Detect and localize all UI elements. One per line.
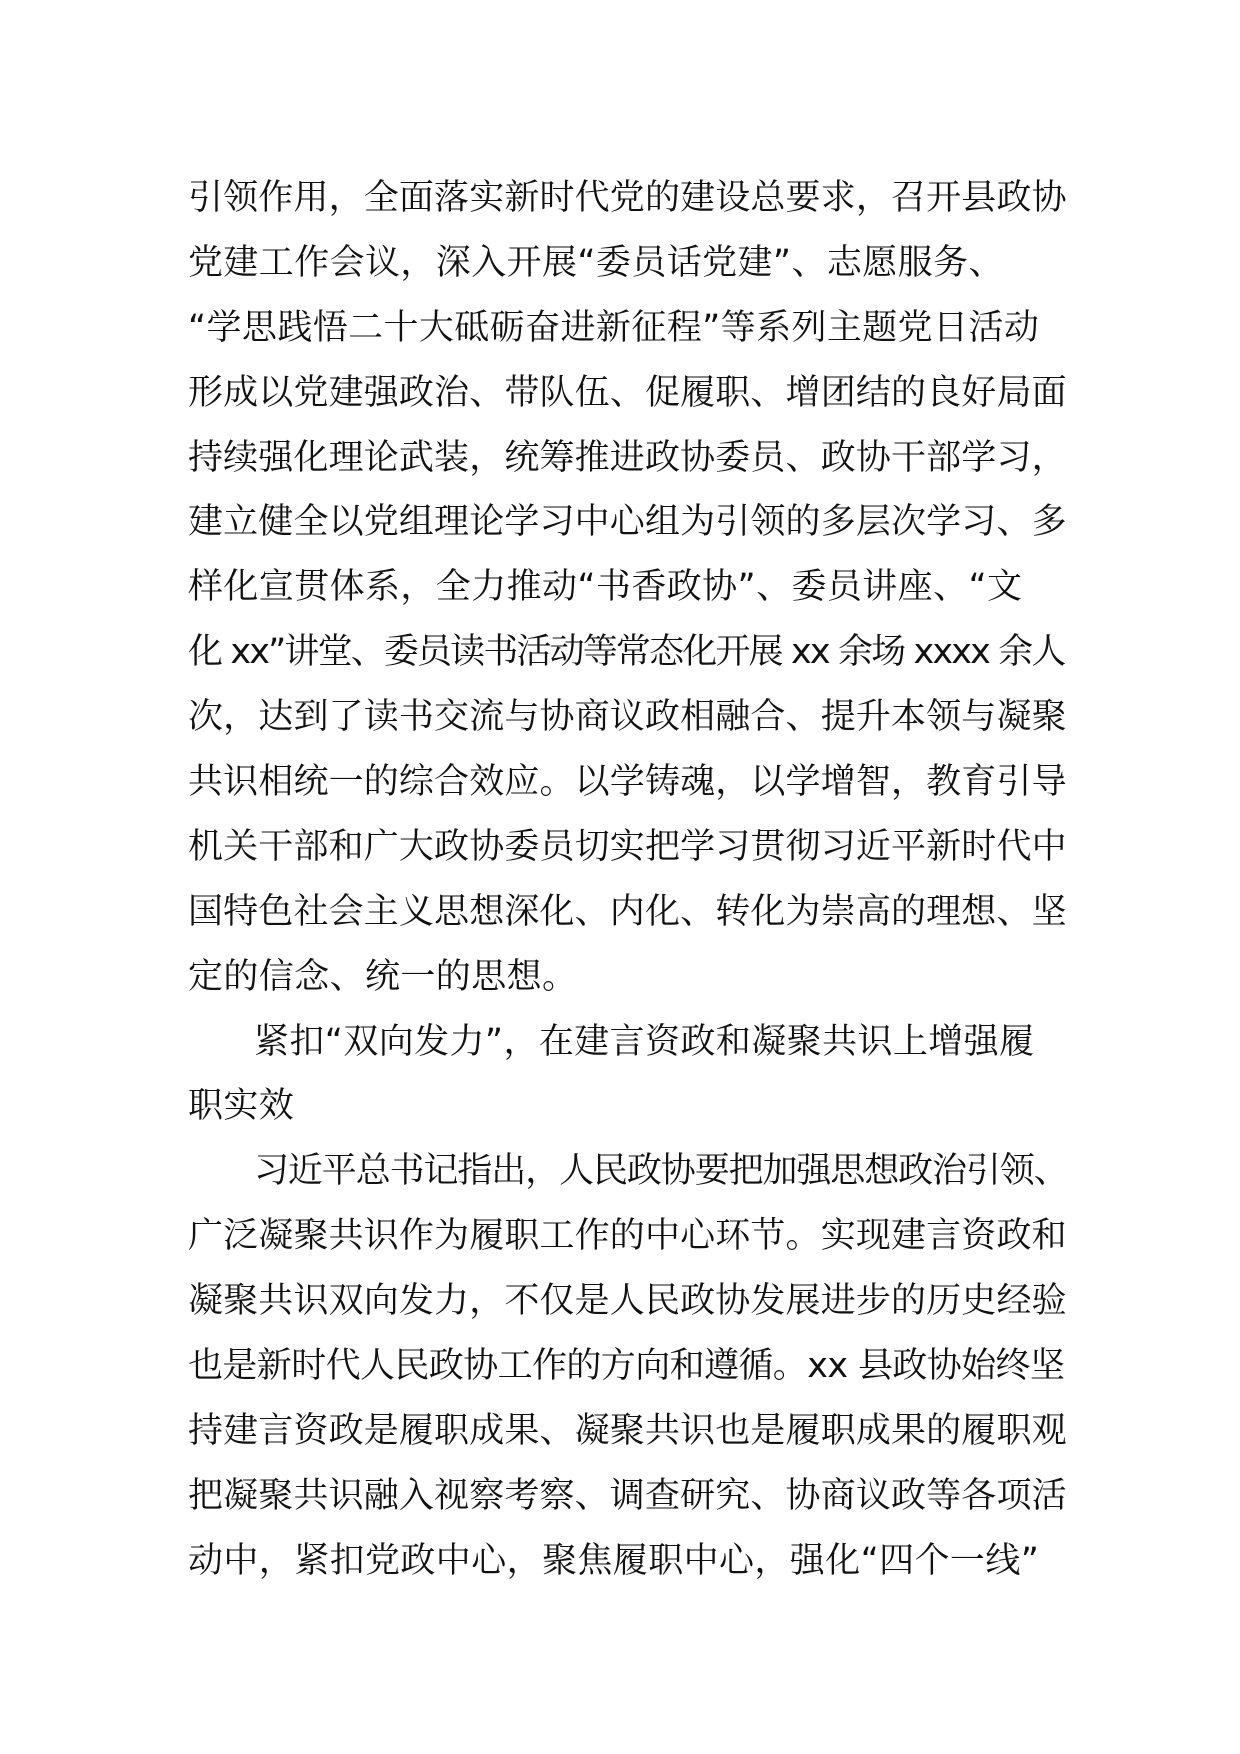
text-line: 引领作用，全面落实新时代党的建设总要求，召开县政协 bbox=[188, 178, 1067, 218]
text-line: 国特色社会主义思想深化、内化、转化为崇高的理想、坚 bbox=[188, 891, 1067, 932]
text-line: 紧扣“双向发力”，在建言资政和凝聚共识上增强履 bbox=[254, 1021, 1035, 1062]
text-line: 动中，紧扣党政中心，聚焦履职中心，强化“四个一线” bbox=[188, 1540, 1040, 1581]
body-text bbox=[188, 166, 1068, 1594]
text-line: 共识相统一的综合效应。以学铸魂，以学增智，教育引导 bbox=[188, 762, 1067, 803]
text-line: 形成以党建强政治、带队伍、促履职、增团结的良好局面 bbox=[188, 372, 1067, 413]
text-line: 职实效 bbox=[188, 1086, 295, 1127]
text-line: 样化宣贯体系，全力推动“书香政协”、委员讲座、“文 bbox=[188, 567, 1023, 608]
text-line: 党建工作会议，深入开展“委员话党建”、志愿服务、 bbox=[188, 242, 1004, 283]
text-line: 定的信念、统一的思想。 bbox=[188, 956, 578, 997]
text-line: 广泛凝聚共识作为履职工作的中心环节。实现建言资政和 bbox=[188, 1216, 1067, 1257]
text-line: “学思践悟二十大砥砺奋进新征程”等系列主题党日活动 bbox=[188, 307, 1040, 348]
text-line: 次，达到了读书交流与协商议政相融合、提升本领与凝聚 bbox=[188, 697, 1067, 738]
text-line: 持续强化理论武装，统筹推进政协委员、政协干部学习， bbox=[188, 437, 1067, 478]
text-line: 机关干部和广大政协委员切实把学习贯彻习近平新时代中 bbox=[188, 826, 1067, 867]
text-line: 习近平总书记指出，人民政协要把加强思想政治引领、 bbox=[254, 1151, 1068, 1192]
text-line: 凝聚共识双向发力，不仅是人民政协发展进步的历史经验 bbox=[188, 1281, 1067, 1322]
text-line: 化 xx”讲堂、委员读书活动等常态化开展 xx 余场 xxxx 余人 bbox=[188, 632, 1065, 673]
text-line: 持建言资政是履职成果、凝聚共识也是履职成果的履职观 bbox=[188, 1410, 1067, 1451]
text-line: 也是新时代人民政协工作的方向和遵循。xx 县政协始终坚 bbox=[188, 1346, 1065, 1387]
text-line: 把凝聚共识融入视察考察、调查研究、协商议政等各项活 bbox=[188, 1475, 1067, 1516]
text-line: 建立健全以党组理论学习中心组为引领的多层次学习、多 bbox=[188, 502, 1067, 543]
